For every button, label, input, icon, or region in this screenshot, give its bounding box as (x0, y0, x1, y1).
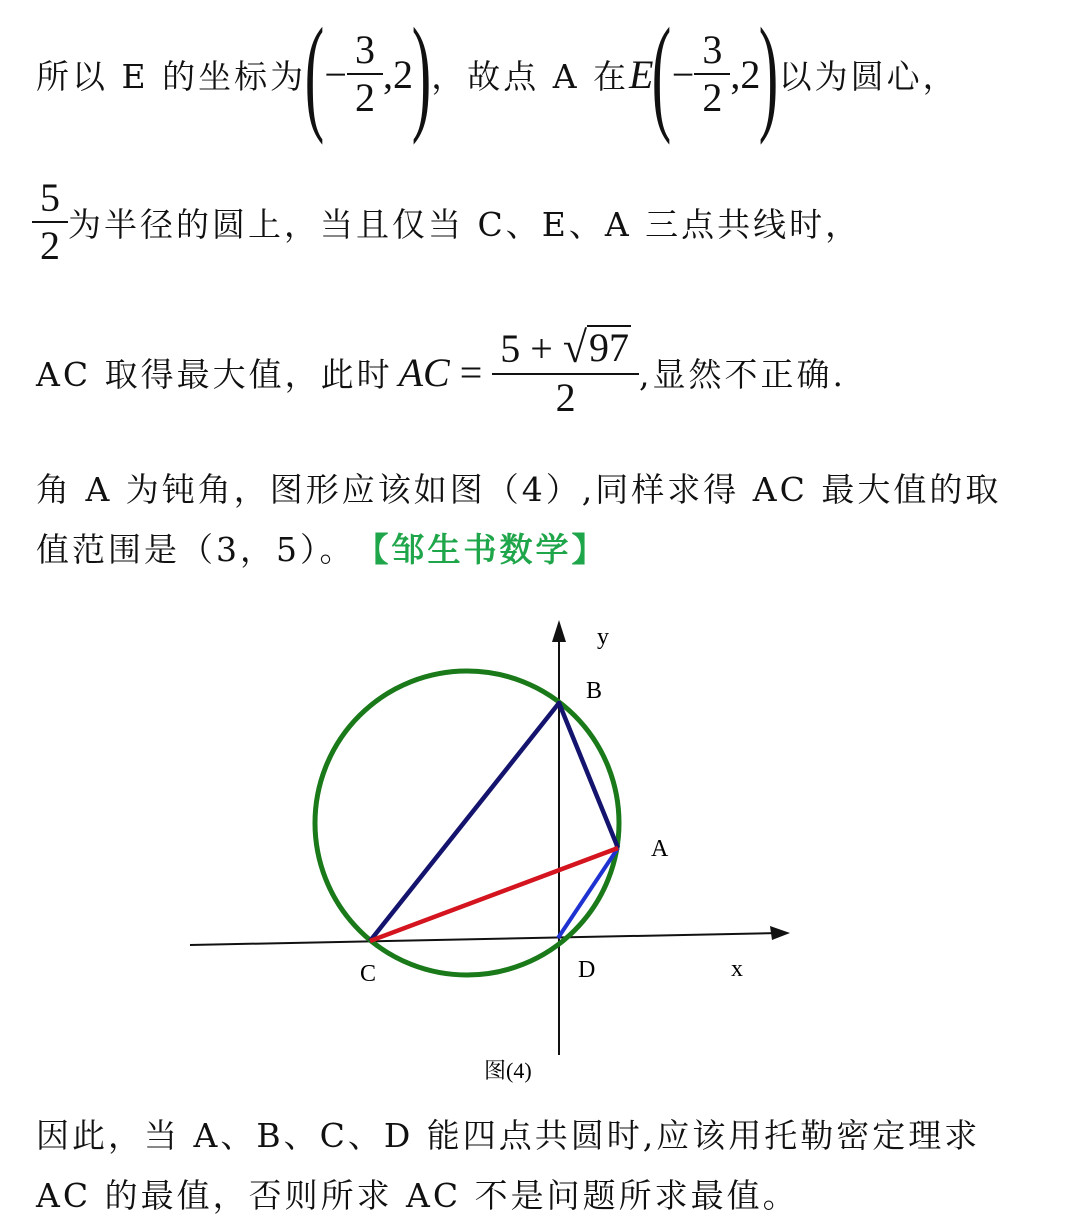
text-point-a-on: ，故点 A 在 (431, 56, 630, 96)
fraction-three-halves: $\frac{3}{2}$ (351, 29, 379, 119)
label-a: A (651, 836, 669, 862)
figure-caption: 图(4) (484, 1058, 532, 1083)
text-obtuse-angle: 角 A 为钝角，图形应该如图（4）,同样求得 AC 最大值的取 (36, 469, 1002, 509)
y-axis (552, 620, 566, 1055)
coord-rest: ,2 (382, 51, 413, 97)
y-axis-arrow-icon (552, 620, 566, 642)
text-range: 值范围是（3，5）。 (36, 529, 356, 569)
text-as-center: 以为圆心， (778, 56, 959, 96)
line-coordinates (36, 2, 959, 146)
right-paren: ) (411, 2, 433, 146)
line-ac-max (36, 312, 846, 432)
sqrt-expression (562, 322, 631, 372)
text-not-correct: ,显然不正确. (638, 354, 846, 394)
text-e-coordinate: 所以 E 的坐标为 (36, 56, 307, 96)
text-ptolemy: 因此，当 A、B、C、D 能四点共圆时,应该用托勒密定理求 (36, 1115, 981, 1155)
text-radius-circle: 为半径的圆上，当且仅当 C、E、A 三点共线时， (68, 204, 862, 244)
left-paren: ( (304, 2, 326, 146)
ac-symbol: AC (398, 349, 450, 395)
line-obtuse-a (36, 462, 1001, 512)
fraction-three-halves-2: $\frac{3}{2}$ (698, 29, 726, 119)
x-axis (190, 926, 790, 945)
equals-sign: = (459, 349, 483, 395)
label-b: B (586, 678, 603, 704)
line-conclusion (36, 1168, 799, 1218)
num-five-plus: 5 + (500, 325, 553, 371)
x-axis-arrow-icon (770, 926, 790, 940)
minus-sign: − (324, 51, 347, 97)
brand-tag: 【邹生书数学】 (355, 529, 608, 569)
circumcircle (315, 671, 619, 975)
sqrt-argument: 97 (588, 324, 629, 370)
label-y: y (597, 624, 609, 650)
line-ptolemy (36, 1108, 980, 1158)
point-e: E (629, 51, 654, 97)
label-d: D (578, 957, 596, 983)
coord-rest-2: ,2 (730, 51, 761, 97)
geometry-figure (0, 600, 1080, 1100)
fraction-five-halves: $\frac{5}{2}$ (36, 177, 64, 267)
text-conclusion: AC 的最值，否则所求 AC 不是问题所求最值。 (36, 1175, 799, 1215)
left-paren-2: ( (652, 2, 674, 146)
line-range (36, 522, 608, 572)
sqrt-icon: √ (562, 322, 587, 372)
right-paren-2: ) (759, 2, 780, 146)
minus-sign-2: − (671, 51, 695, 97)
fraction-ac-value: 5 + √ 97 2 (496, 325, 635, 419)
label-c: C (360, 961, 377, 987)
line-radius (36, 172, 861, 272)
text-ac-max: AC 取得最大值，此时 (36, 354, 393, 394)
label-x: x (731, 956, 743, 982)
